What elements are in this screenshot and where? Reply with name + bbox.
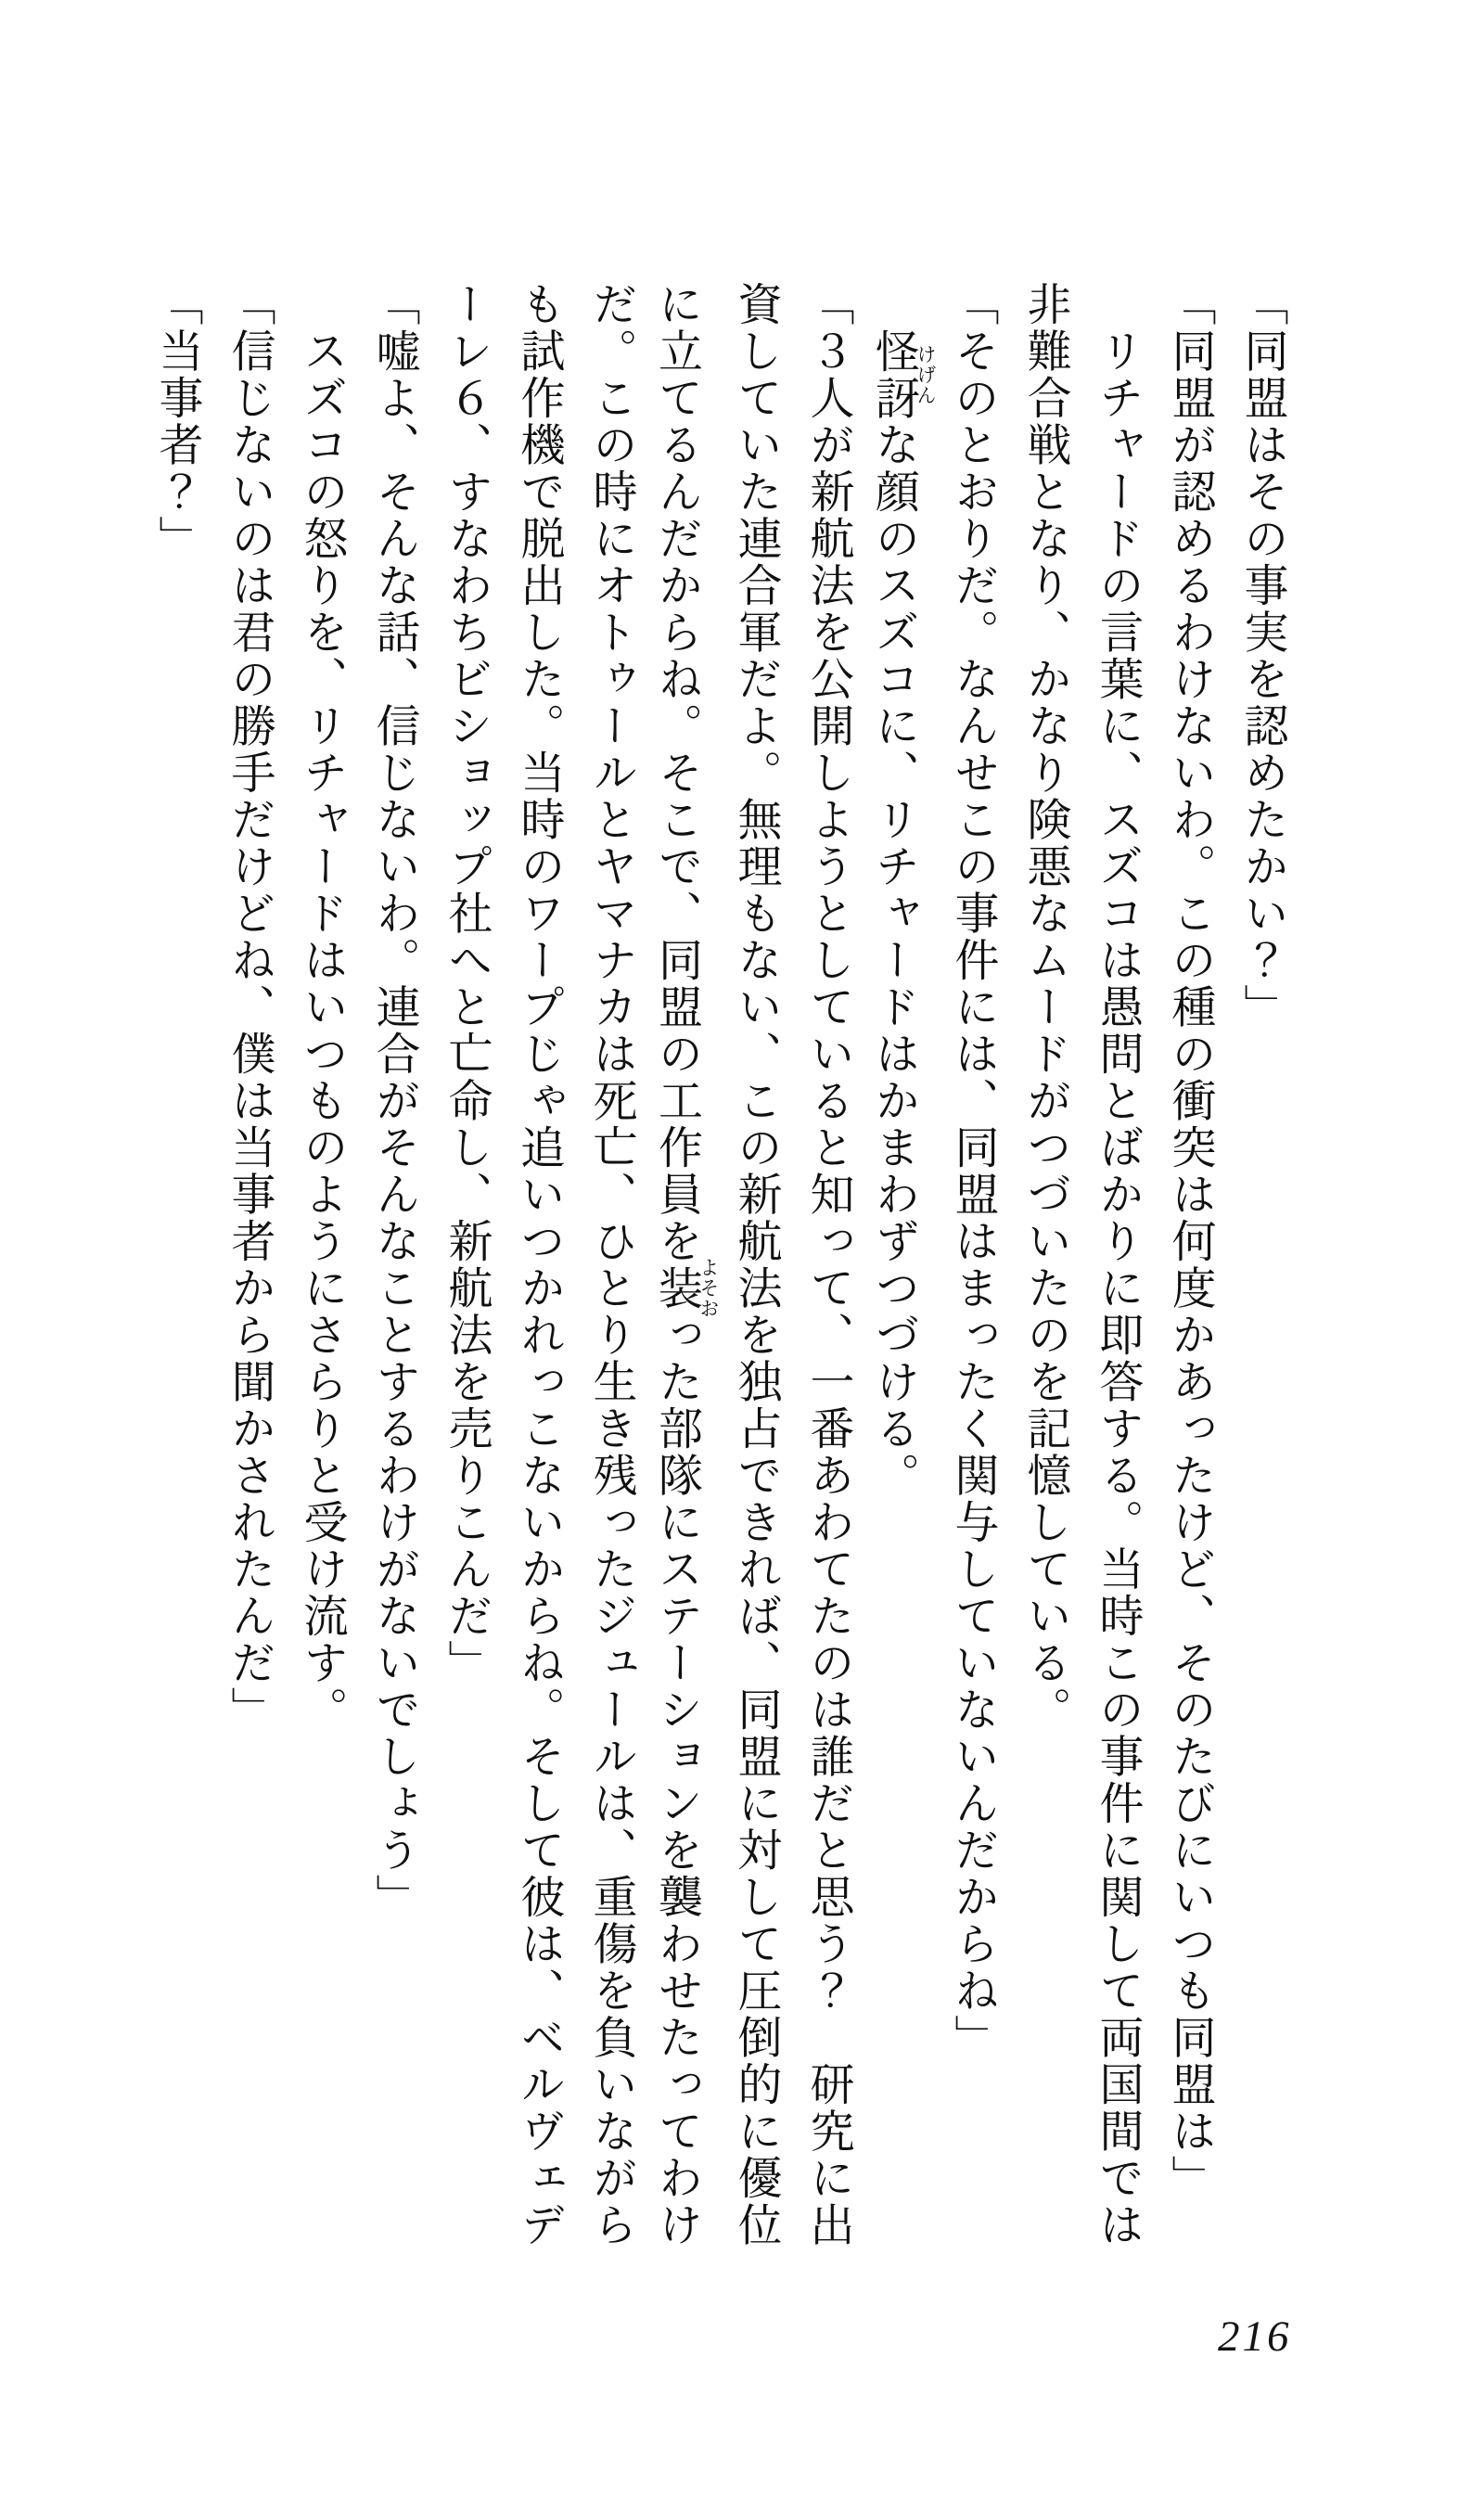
page-number: 216 bbox=[1218, 2312, 1292, 2361]
text-column: 「同盟が認めるわけないわ。この種の衝突は何度かあったけど、そのたびにいつも同盟は」 bbox=[1165, 281, 1214, 2202]
ruby-annotated-word: 怪訝けげん bbox=[868, 327, 937, 422]
text-block bbox=[140, 281, 1298, 2266]
text-column: 怪訝けげんな顔のスズコに、リチャードはかまわずつづける。 bbox=[868, 327, 937, 1499]
text-column: 「嘘よ、そんな話、信じないわ。連合がそんなことするわけがないでしょう」 bbox=[369, 281, 418, 1921]
text-column: 非難合戦となり、かなり険悪なムードがつづいたのを記憶している。 bbox=[1020, 281, 1069, 1734]
text-column: 「３人が新航法を公開しようとしていると知って、一番あわてたのは誰だと思う？ 研究に出 bbox=[803, 281, 852, 2248]
text-column: 資していた連合軍だよ。無理もない、この新航法を独占できれば、同盟に対して圧倒的に優位 bbox=[731, 281, 780, 2248]
text-column: 「そのとおりだ。なんせこの事件には、同盟はまったく関与していないんだからね」 bbox=[948, 281, 997, 2061]
text-column: だ。この時にオトゥールとヤマナカは死亡、ひとり生き残ったジュールは、重傷を負いながら bbox=[586, 281, 635, 2248]
text-column: スズコの怒りを、リチャードはいつものようにさらりと受け流す。 bbox=[297, 281, 346, 1734]
text-column: に立てるんだからね。そこで、同盟の工作員を装よそおった部隊にステーションを襲わせたってわけ bbox=[651, 281, 720, 2248]
furigana: よそお bbox=[697, 1257, 720, 1319]
text-column: 「同盟はその事実を認めたかい？」 bbox=[1237, 281, 1286, 1031]
text-column: リチャードの言葉に、スズコは愚問とばかりに即答する。当時この事件に関して両国間では bbox=[1093, 281, 1142, 2248]
text-column: 「当事者？」 bbox=[152, 281, 201, 562]
ruby-annotated-word: 装よそお bbox=[651, 1257, 720, 1319]
furigana: けげん bbox=[915, 327, 937, 422]
text-column: 「信じないのは君の勝手だけどね、僕は当事者から聞かされたんだ」 bbox=[224, 281, 274, 1734]
text-column: も試作機で脱出した。当時のワープじゃ追いつかれっこないからね。そして彼は、ベルヴェデ bbox=[514, 281, 563, 2248]
text-column: ーレ６、すなわちビショップ社へと亡命し、新航法を売りこんだ」 bbox=[441, 281, 491, 1686]
